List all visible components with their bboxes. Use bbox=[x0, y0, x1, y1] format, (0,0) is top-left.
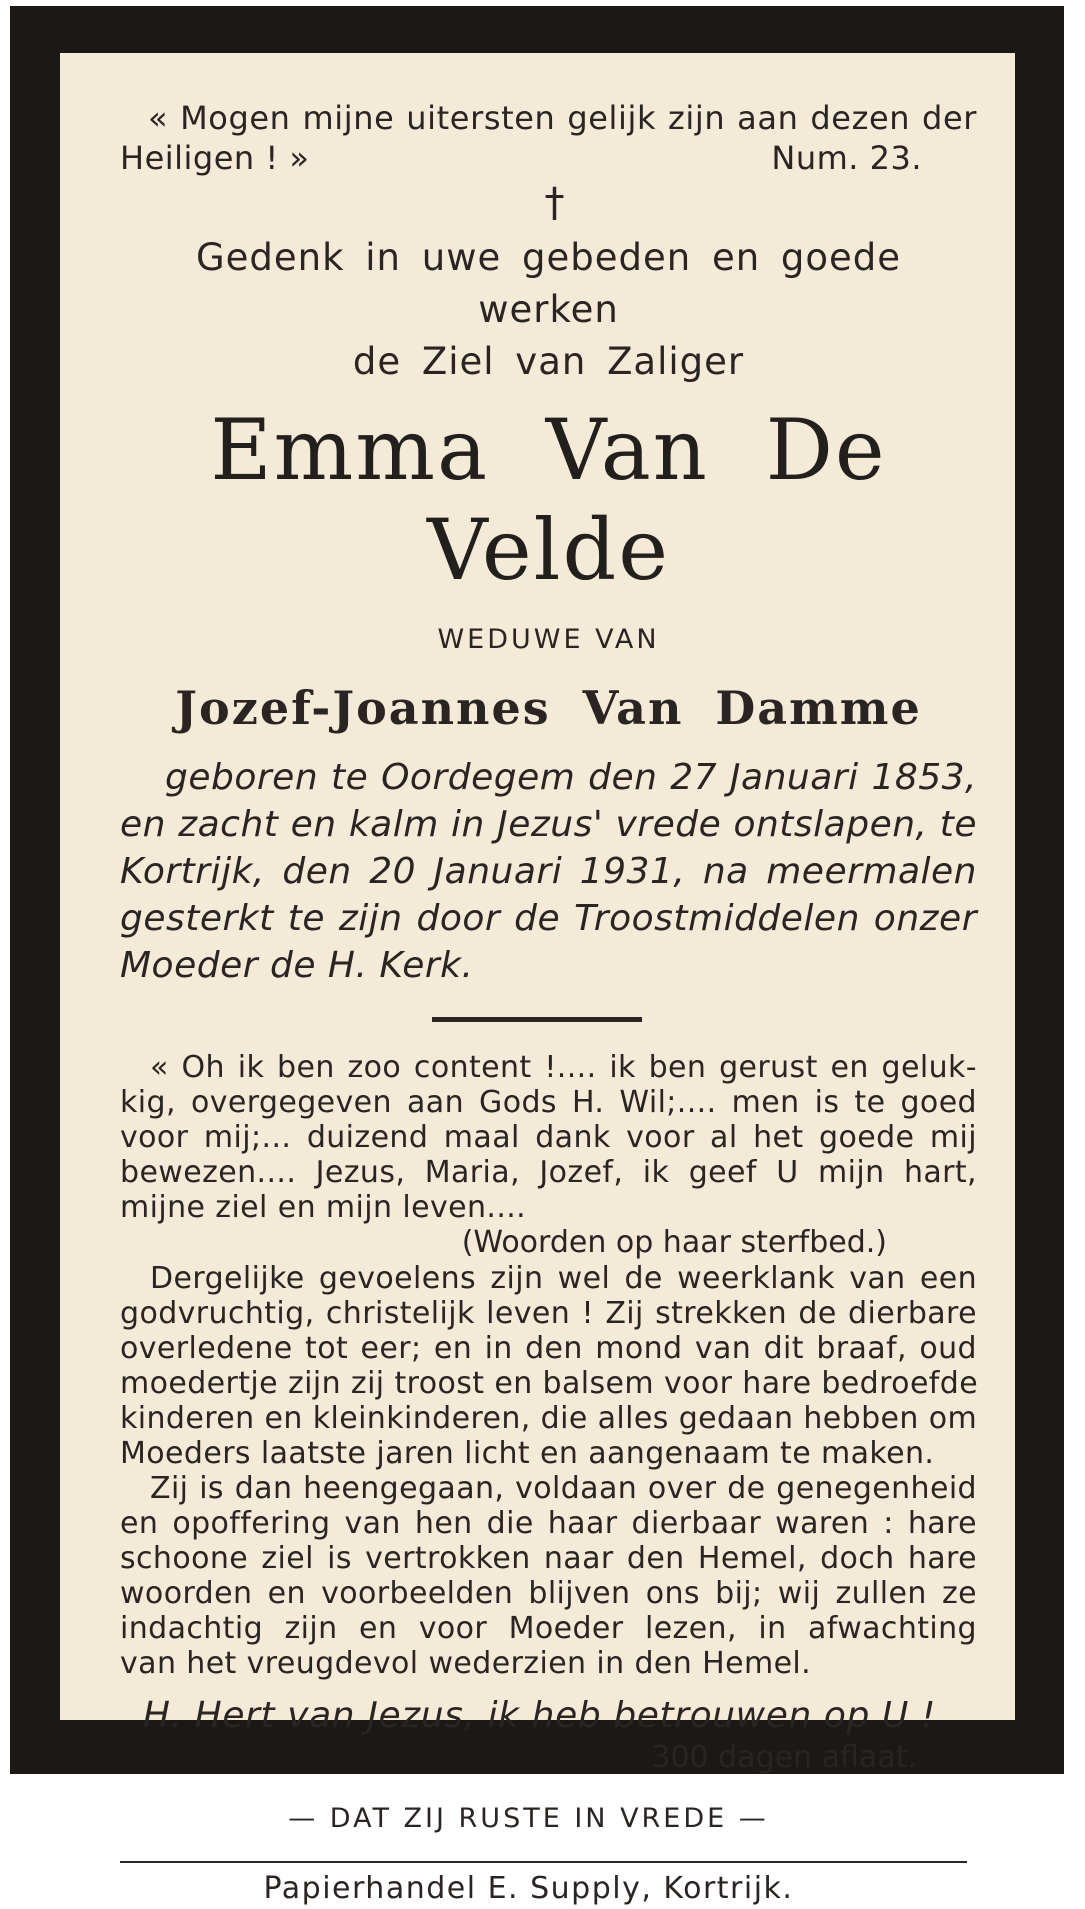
deceased-name: Emma Van De Velde bbox=[210, 401, 887, 599]
paragraph-line: van het vreugdevol wederzien in den Hemel. bbox=[120, 1646, 812, 1681]
paragraph-line: kinderen en kleinkinderen, die alles gedaan hebben om bbox=[120, 1401, 978, 1436]
paragraph-line: overledene tot eer; en in den mond van dit braaf, oud bbox=[120, 1331, 977, 1366]
divider bbox=[432, 1017, 642, 1022]
memorial-card-paper bbox=[60, 53, 1015, 1906]
printer-credit: Papierhandel E. Supply, Kortrijk. bbox=[263, 1871, 794, 1906]
paragraph-line: indachtig zijn en voor Moeder lezen, in afwachting bbox=[120, 1611, 977, 1646]
prayer: H. Hert van Jezus, ik heb betrouwen op U ! bbox=[142, 1695, 937, 1736]
paragraph-2 bbox=[120, 1471, 977, 1681]
paragraph-1 bbox=[120, 1261, 977, 1471]
quote-attribution: (Woorden op haar sterfbed.) bbox=[461, 1225, 887, 1260]
biography-line: gesterkt te zijn door de Troostmiddelen onzer bbox=[120, 898, 977, 939]
bottom-rule bbox=[120, 1861, 967, 1863]
motto-line-2-row bbox=[120, 138, 977, 178]
biography-line: Moeder de H. Kerk. bbox=[120, 945, 474, 986]
biography-line: Kortrijk, den 20 Januari 1931, na meermalen bbox=[120, 851, 977, 892]
motto-line-1: « Mogen mijne uitersten gelijk zijn aan dezen der bbox=[148, 99, 977, 137]
indulgence: 300 dagen aflaat. bbox=[651, 1740, 917, 1775]
biography bbox=[120, 754, 977, 989]
remembrance-line-1: Gedenk in uwe gebeden en goede werken bbox=[195, 236, 902, 331]
paragraph-line: schoone ziel is vertrokken naar den Hemel, doch hare bbox=[120, 1541, 977, 1576]
quote-line: mijne ziel en mijn leven.... bbox=[120, 1190, 527, 1225]
quote-line: bewezen.... Jezus, Maria, Jozef, ik geef U mijn hart, bbox=[120, 1155, 977, 1190]
cross-icon: † bbox=[544, 180, 565, 226]
deathbed-quote bbox=[120, 1050, 977, 1225]
paragraph-line: Zij is dan heengegaan, voldaan over de genegenheid bbox=[150, 1471, 977, 1506]
paragraph-line: en opoffering van hen die haar dierbaar waren : hare bbox=[120, 1506, 977, 1541]
paragraph-line: Dergelijke gevoelens zijn wel de weerklank van een bbox=[150, 1261, 977, 1296]
quote-line: kig, overgegeven aan Gods H. Wil;.... men is te goed bbox=[120, 1085, 977, 1120]
paragraph-line: moedertje zijn zij troost en balsem voor hare bedroefde bbox=[120, 1366, 979, 1401]
widow-label: WEDUWE VAN bbox=[437, 624, 660, 655]
husband-name: Jozef-Joannes Van Damme bbox=[175, 681, 922, 735]
quote-line: « Oh ik ben zoo content !.... ik ben gerust en geluk- bbox=[150, 1050, 977, 1085]
quote-line: voor mij;... duizend maal dank voor al het goede mij bbox=[120, 1120, 977, 1155]
card-number: Num. 23. bbox=[771, 139, 922, 177]
motto-line-2: Heiligen ! » bbox=[120, 139, 310, 177]
rest-in-peace: — DAT ZIJ RUSTE IN VREDE — bbox=[288, 1803, 769, 1834]
paragraph-line: woorden en voorbeelden blijven ons bij; wij zullen ze bbox=[120, 1576, 977, 1611]
biography-line: geboren te Oordegem den 27 Januari 1853, bbox=[165, 757, 977, 798]
remembrance-line-2: de Ziel van Zaliger bbox=[352, 340, 745, 383]
biography-line: en zacht en kalm in Jezus' vrede ontslapen, te bbox=[120, 804, 977, 845]
memorial-card-border bbox=[10, 6, 1064, 1906]
paragraph-line: godvruchtig, christelijk leven ! Zij strekken de dierbare bbox=[120, 1296, 977, 1331]
paragraph-line: Moeders laatste jaren licht en aangenaam te maken. bbox=[120, 1436, 935, 1471]
